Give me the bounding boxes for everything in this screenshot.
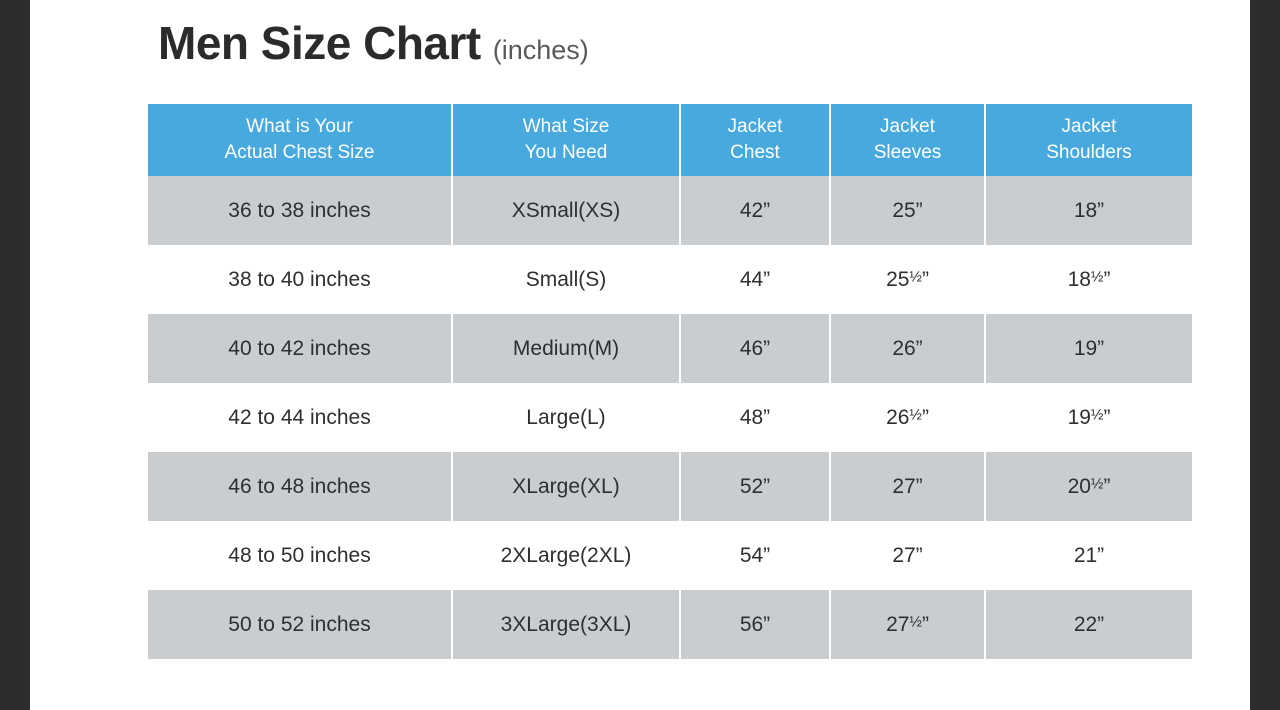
table-header-row (148, 104, 1192, 176)
cell-jacket-shoulders: $18^{\frac{1}{2}}$” (986, 245, 1192, 314)
cell-jacket-shoulders: 22” (986, 590, 1192, 659)
table-row (148, 314, 1192, 383)
column-header-line1: What Size (522, 116, 610, 138)
cell-jacket-shoulders: 19” (986, 314, 1192, 383)
cell-size-needed: Large(L) (453, 383, 681, 452)
column-header-jacket-sleeves (831, 104, 986, 176)
cell-jacket-shoulders: $20^{\frac{1}{2}}$” (986, 452, 1192, 521)
cell-jacket-chest: 44” (681, 245, 831, 314)
table-row (148, 383, 1192, 452)
cell-size-needed: XLarge(XL) (453, 452, 681, 521)
table-row (148, 245, 1192, 314)
cell-jacket-sleeves: $27^{\frac{1}{2}}$” (831, 590, 986, 659)
cell-size-needed: XSmall(XS) (453, 176, 681, 245)
page-title-units: (inches) (492, 35, 589, 65)
cell-actual-chest: 50 to 52 inches (148, 590, 453, 659)
cell-size-needed: 3XLarge(3XL) (453, 590, 681, 659)
cell-jacket-shoulders: 21” (986, 521, 1192, 590)
cell-jacket-sleeves: $26^{\frac{1}{2}}$” (831, 383, 986, 452)
cell-actual-chest: 48 to 50 inches (148, 521, 453, 590)
cell-jacket-sleeves: 25” (831, 176, 986, 245)
cell-jacket-chest: 54” (681, 521, 831, 590)
cell-size-needed: 2XLarge(2XL) (453, 521, 681, 590)
size-chart-table (148, 104, 1192, 659)
cell-jacket-chest: 52” (681, 452, 831, 521)
cell-jacket-sleeves: $25^{\frac{1}{2}}$” (831, 245, 986, 314)
cell-actual-chest: 38 to 40 inches (148, 245, 453, 314)
column-header-line2: Shoulders (1046, 142, 1132, 163)
column-header-line1: Jacket (727, 116, 783, 138)
cell-actual-chest: 42 to 44 inches (148, 383, 453, 452)
cell-actual-chest: 40 to 42 inches (148, 314, 453, 383)
page-title (158, 17, 589, 69)
table-body (148, 176, 1192, 659)
cell-jacket-sleeves: 27” (831, 521, 986, 590)
cell-size-needed: Medium(M) (453, 314, 681, 383)
column-header-jacket-chest (681, 104, 831, 176)
left-gutter (0, 0, 30, 710)
column-header-line1: Jacket (880, 116, 935, 138)
table-row (148, 590, 1192, 659)
column-header-line1: What is Your (246, 116, 353, 138)
cell-jacket-chest: 46” (681, 314, 831, 383)
cell-size-needed: Small(S) (453, 245, 681, 314)
table-row (148, 452, 1192, 521)
cell-actual-chest: 46 to 48 inches (148, 452, 453, 521)
cell-jacket-chest: 56” (681, 590, 831, 659)
column-header-line2: You Need (524, 142, 608, 163)
cell-jacket-shoulders: $19^{\frac{1}{2}}$” (986, 383, 1192, 452)
column-header-jacket-shoulders (986, 104, 1192, 176)
cell-jacket-sleeves: 27” (831, 452, 986, 521)
column-header-line2: Sleeves (873, 142, 942, 163)
table-header (148, 104, 1192, 176)
cell-jacket-chest: 42” (681, 176, 831, 245)
column-header-line1: Jacket (1061, 116, 1117, 138)
column-header-line2: Actual Chest Size (224, 142, 375, 163)
cell-actual-chest: 36 to 38 inches (148, 176, 453, 245)
table-row (148, 521, 1192, 590)
page-title-main: Men Size Chart (158, 17, 481, 69)
column-header-line2: Chest (730, 142, 780, 163)
cell-jacket-shoulders: 18” (986, 176, 1192, 245)
cell-jacket-sleeves: 26” (831, 314, 986, 383)
table-row (148, 176, 1192, 245)
cell-jacket-chest: 48” (681, 383, 831, 452)
right-gutter (1250, 0, 1280, 710)
column-header-actual-chest (148, 104, 453, 176)
column-header-size-needed (453, 104, 681, 176)
slide-canvas (30, 0, 1250, 710)
